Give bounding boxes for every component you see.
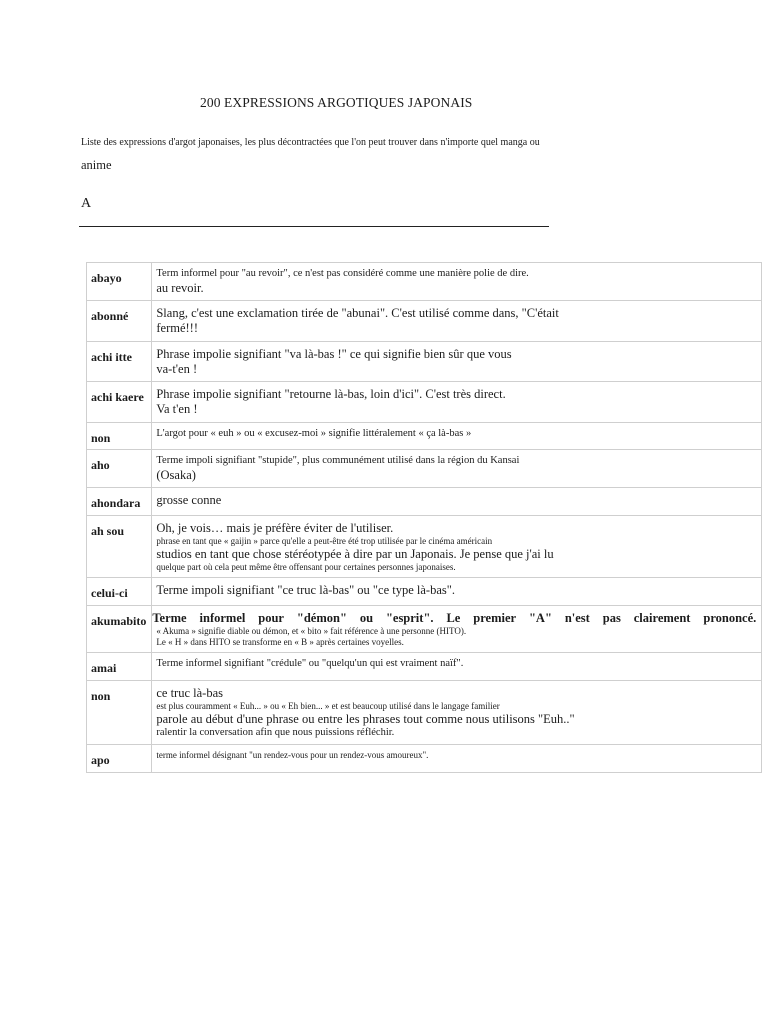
entry-term: non	[87, 422, 152, 450]
entry-term: achi kaere	[87, 382, 152, 423]
entry-definition	[152, 450, 762, 488]
definition-line: Term informel pour "au revoir", ce n'est pas considéré comme une manière polie de dire.	[156, 268, 529, 279]
definition-line: Phrase impolie signifiant "retourne là-bas, loin d'ici". C'est très direct.	[156, 387, 506, 402]
entry-definition	[152, 653, 762, 681]
table-row	[87, 488, 762, 516]
lead-word: Terme	[152, 610, 187, 625]
lead-word: n'est	[564, 610, 590, 625]
glossary-table	[86, 262, 762, 773]
entry-definition	[152, 488, 762, 516]
table-row	[87, 341, 762, 382]
definition-line: quelque part où cela peut même être offensant pour certaines personnes japonaises.	[156, 562, 456, 573]
definition-line: Le « H » dans HITO se transforme en « B » après certaines voyelles.	[156, 637, 404, 648]
entry-term: abayo	[87, 263, 152, 301]
definition-line: studios en tant que chose stéréotypée à dire par un Japonais. Je pense que j'ai lu	[156, 547, 554, 562]
definition-line: ralentir la conversation afin que nous puissions réfléchir.	[156, 727, 395, 739]
lead-word: pour	[258, 610, 284, 625]
definition-line: « Akuma » signifie diable ou démon, et « bito » fait référence à une personne (HITO).	[156, 626, 467, 637]
entry-definition	[152, 341, 762, 382]
definition-line: au revoir.	[156, 280, 204, 295]
definition-line: (Osaka)	[156, 467, 196, 482]
definition-line: Phrase impolie signifiant "va là-bas !" ce qui signifie bien sûr que vous	[156, 346, 512, 361]
lead-word: premier	[473, 610, 517, 625]
definition-line: grosse conne	[156, 493, 222, 508]
lead-word: informel	[199, 610, 246, 625]
definition-line: fermé!!!	[156, 321, 198, 336]
entry-term: akumabito	[87, 605, 152, 652]
entry-term: achi itte	[87, 341, 152, 382]
lead-word: pas	[602, 610, 621, 625]
definition-line: Va t'en !	[156, 402, 198, 417]
entry-term: abonné	[87, 301, 152, 342]
entry-definition	[152, 680, 762, 744]
lead-word: "démon"	[296, 610, 347, 625]
lead-word: "A"	[528, 610, 552, 625]
entry-definition	[152, 578, 762, 606]
definition-line: ce truc là-bas	[156, 685, 223, 700]
table-row	[87, 301, 762, 342]
table-row	[87, 422, 762, 450]
entry-term: amai	[87, 653, 152, 681]
table-row	[87, 382, 762, 423]
table-row	[87, 744, 762, 772]
entry-definition	[152, 422, 762, 450]
entry-term: non	[87, 680, 152, 744]
entry-term: apo	[87, 744, 152, 772]
entry-definition	[152, 605, 762, 652]
definition-line: est plus couramment « Euh... » ou « Eh bien... » et est beaucoup utilisé dans le langage familier	[156, 700, 500, 711]
entry-definition	[152, 382, 762, 423]
entry-definition	[152, 263, 762, 301]
page-title: 200 EXPRESSIONS ARGOTIQUES JAPONAIS	[200, 95, 473, 110]
section-divider	[79, 226, 549, 227]
definition-line: Oh, je vois… mais je préfère éviter de l'utiliser.	[156, 520, 394, 535]
definition-line: Terme impoli signifiant "ce truc là-bas" ou "ce type là-bas".	[156, 583, 455, 598]
lead-word: ou	[359, 610, 374, 625]
lead-word: clairement	[633, 610, 691, 625]
lead-word: prononcé.	[703, 610, 757, 625]
entry-definition	[152, 515, 762, 577]
definition-line: Slang, c'est une exclamation tirée de "abunai". C'est utilisé comme dans, "C'était	[156, 306, 559, 321]
table-row	[87, 515, 762, 577]
intro-text: Liste des expressions d'argot japonaises, les plus décontractées que l'on peut trouver dans n'importe quel manga ou	[81, 137, 540, 148]
intro-text-continued: anime	[81, 158, 112, 172]
table-row	[87, 680, 762, 744]
table-row	[87, 263, 762, 301]
definition-line: parole au début d'une phrase ou entre les phrases tout comme nous utilisons "Euh.."	[156, 711, 575, 726]
entry-term: ah sou	[87, 515, 152, 577]
table-row	[87, 450, 762, 488]
entry-term: celui-ci	[87, 578, 152, 606]
entry-term: ahondara	[87, 488, 152, 516]
entry-definition	[152, 744, 762, 772]
lead-word: Le	[446, 610, 461, 625]
definition-line: Terme informel signifiant "crédule" ou "quelqu'un qui est vraiment naïf".	[156, 658, 464, 670]
definition-line: Terme impoli signifiant "stupide", plus communément utilisé dans la région du Kansai	[156, 455, 520, 467]
definition-lead-line	[152, 611, 756, 626]
entry-definition	[152, 301, 762, 342]
definition-line: terme informel désignant "un rendez-vous pour un rendez-vous amoureux".	[156, 749, 429, 760]
definition-line: L'argot pour « euh » ou « excusez-moi » signifie littéralement « ça là-bas »	[156, 427, 472, 439]
table-row	[87, 653, 762, 681]
lead-word: "esprit".	[385, 610, 434, 625]
definition-line: phrase en tant que « gaijin » parce qu'elle a peut-être été trop utilisée par le cinéma américain	[156, 536, 493, 547]
entry-term: aho	[87, 450, 152, 488]
table-row	[87, 578, 762, 606]
section-letter: A	[81, 196, 92, 211]
definition-line: va-t'en !	[156, 361, 198, 376]
table-row	[87, 605, 762, 652]
